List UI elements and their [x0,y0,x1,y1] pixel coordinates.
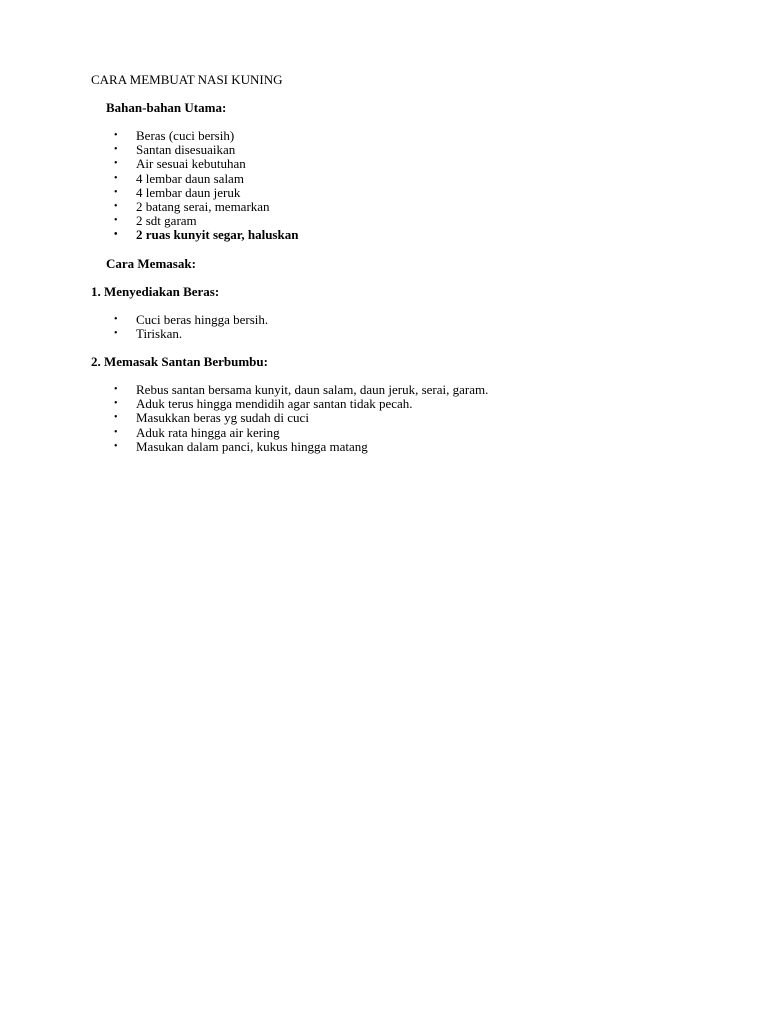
bullet-icon: • [114,314,118,325]
step-heading: 2. Memasak Santan Berbumbu: [91,354,268,369]
bullet-icon: • [114,328,118,340]
list-item: • Masukan dalam panci, kukus hingga matang [114,438,368,454]
bullet-icon: • [114,229,118,241]
list-item: • Aduk rata hingga air kering [114,424,280,440]
bullet-icon: • [114,215,118,227]
step-2-list [0,383,488,454]
bullet-icon: • [114,412,118,424]
list-item: • 4 lembar daun jeruk [114,184,241,200]
list-item: • Cuci beras hingga bersih. [114,312,269,327]
list-item: • 4 lembar daun salam [114,170,244,186]
ingredients-heading: Bahan-bahan Utama: [106,100,227,115]
list-item: • Masukkan beras yg sudah di cuci [114,410,309,426]
list-item: • Aduk terus hingga mendidih agar santan tidak pecah. [114,396,413,412]
list-item: • Beras (cuci bersih) [114,128,235,143]
bullet-icon: • [114,172,118,184]
bullet-icon: • [114,398,118,410]
bullet-icon: • [114,440,118,452]
list-item: • 2 batang serai, memarkan [114,198,270,214]
ingredients-list [0,129,298,243]
method-heading: Cara Memasak: [106,256,196,271]
bullet-icon: • [114,384,118,395]
bullet-icon: • [114,426,118,438]
list-item: • 2 ruas kunyit segar, haluskan [114,227,299,243]
list-item: • Tiriskan. [114,326,183,342]
bullet-icon: • [114,186,118,198]
bullet-icon: • [114,158,118,170]
step-1-list [0,313,268,341]
list-item: • Rebus santan bersama kunyit, daun salam, daun jeruk, serai, garam. [114,382,489,397]
step-heading: 1. Menyediakan Beras: [91,284,220,299]
document-title: CARA MEMBUAT NASI KUNING [91,72,283,87]
bullet-icon: • [114,200,118,212]
list-item: • 2 sdt garam [114,213,197,229]
list-item: • Air sesuai kebutuhan [114,156,246,172]
bullet-icon: • [114,130,118,141]
bullet-icon: • [114,144,118,156]
list-item: • Santan disesuaikan [114,142,236,158]
